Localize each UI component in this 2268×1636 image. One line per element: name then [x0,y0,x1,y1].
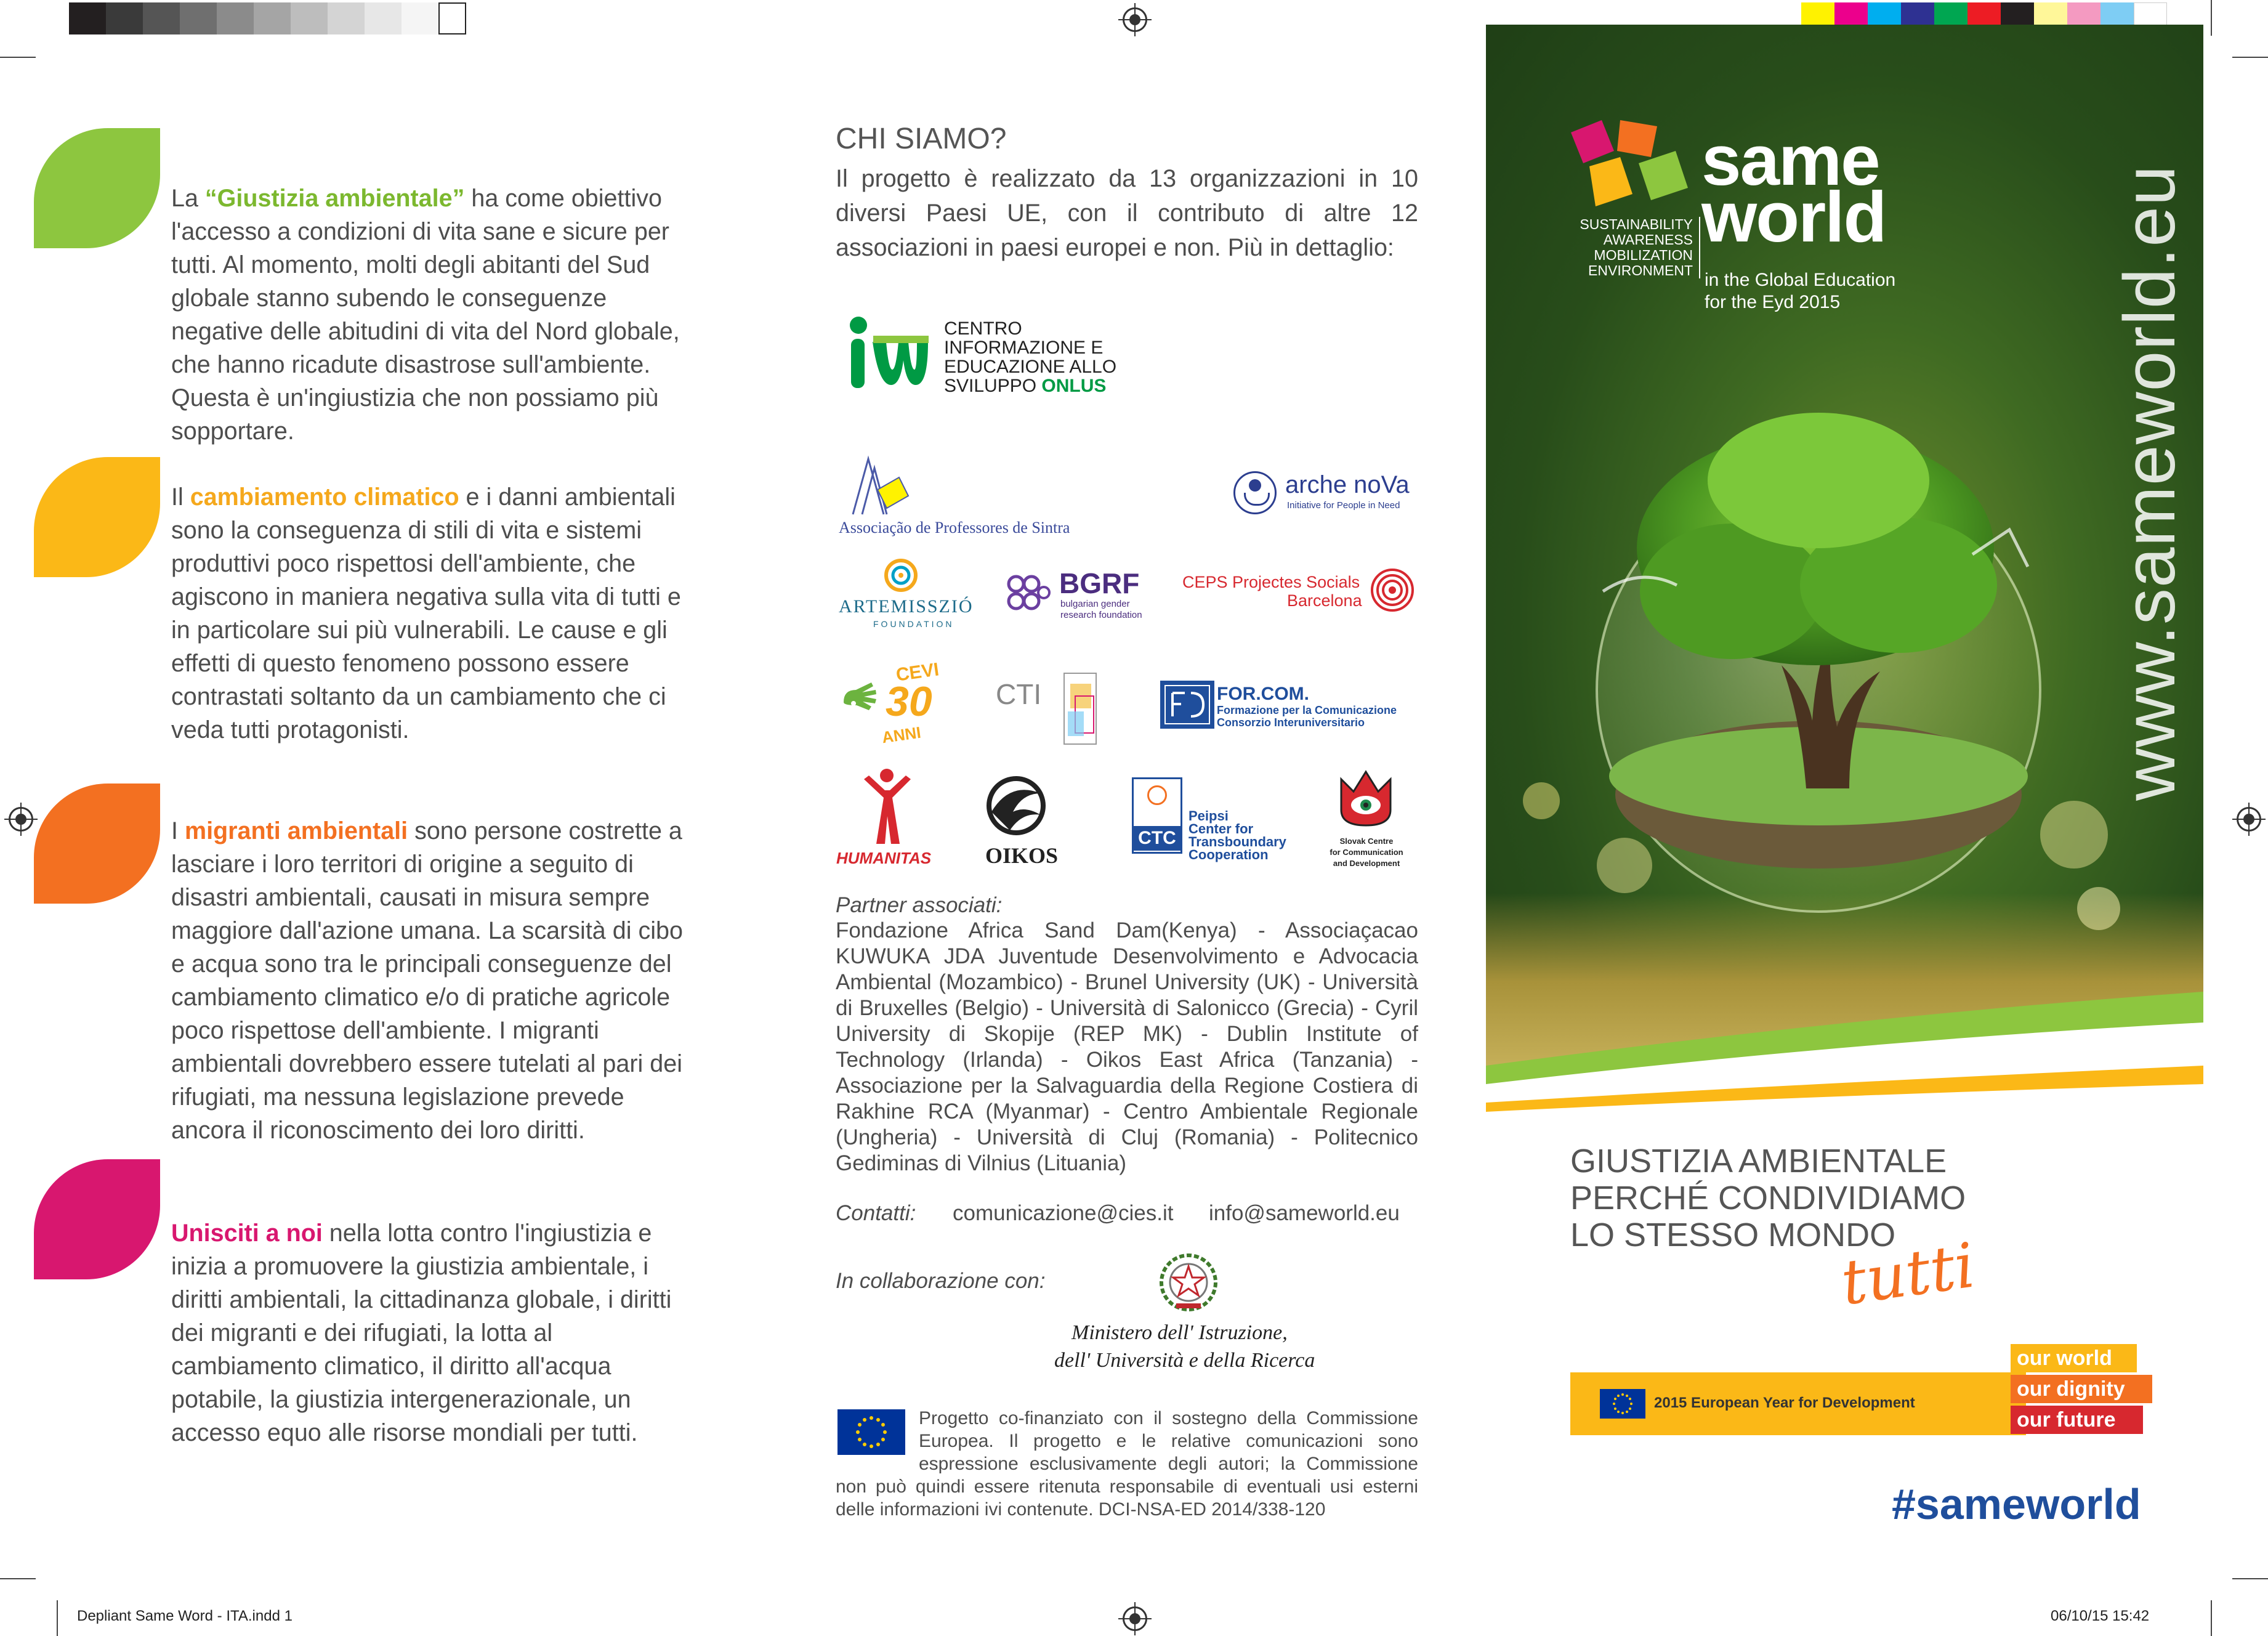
cies-text [944,319,1116,395]
oikos-name: OIKOS [985,843,1059,868]
collab-label: In collaborazione con: [836,1269,1046,1293]
tree-globe-illustration [1566,345,2071,961]
ministry-line1: Ministero dell' Istruzione, [1071,1321,1288,1344]
artemisszio-icon [884,554,918,593]
ceps-city: Barcelona [1287,591,1362,610]
slovak-line3: and Development [1333,859,1400,868]
chi-siamo-intro: Il progetto è realizzato da 13 organizzazioni in 10 diversi Paesi UE, con il contributo di altre 12 associazioni in paesi europei e non. Più in dettaglio: [836,165,1418,261]
p3-text: sono persone costrette a lasciare i loro territori di origine a seguito di disastri ambientali, causati in misura sempre maggiore dall'azione umana. La scarsità di cibo e acqua sono tra le principali conseguenze del cambiamento climatico e/o di pratiche agricole poco rispettose dell'ambiente. I migranti ambientali dovrebbero essere tutelati al pari dei rifugiati, ma nessuna legislazione prevede ancora il riconoscimento dei loro diritti. [171,817,683,1144]
hashtag: #sameworld [1892,1480,2141,1528]
forcom-sub2: Consorzio Interuniversitario [1217,716,1365,729]
crop-mark [2232,1578,2268,1579]
p2-prefix: Il [171,484,190,511]
slovak-line2: for Communication [1330,848,1403,857]
brand-world: world [1701,177,1886,257]
archenova-name: arche noVa [1285,471,1410,498]
peipsi-name: Peipsi [1188,808,1229,824]
leaf-orange [34,784,160,904]
ceps-icon [1370,568,1414,612]
peipsi-badge [1132,777,1182,854]
eu-disclaimer [836,1407,1418,1521]
cover-title [1570,1143,1966,1253]
paragraph-giustizia [171,182,701,448]
acronym-1: SUSTAINABILITY [1580,216,1693,232]
paragraph-migranti [171,814,701,1147]
cies-line4: SVILUPPO [944,376,1037,396]
p2-text: e i danni ambientali sono la conseguenza di stili di vita e sistemi produttivi poco rispettosi dell'ambiente, che agiscono in maniera negativa sulla vita di tutti e in particolare sui più vulnerabili. Le cause e gli effetti di questo fenomeno possono essere contrastati soltanto da un cambiamento che ci veda tutti protagonisti. [171,484,681,743]
cover-image [1486,25,2203,1115]
partners-label: Partner associati: [836,893,1003,917]
crop-mark [0,1578,36,1579]
contacts-label: Contatti: [836,1201,916,1225]
humanitas-name: HUMANITAS [836,849,932,867]
crop-mark [57,1600,58,1636]
artemisszio-name: ARTEMISSZIÓ [839,596,974,617]
leaf-yellow [34,457,160,577]
chi-siamo-heading: CHI SIAMO? [836,123,1007,155]
crop-mark [0,57,36,58]
bgrf-icon [1004,572,1053,615]
peipsi-sub2: Transboundary [1188,834,1286,849]
slogan-our-dignity: our dignity [2011,1375,2152,1403]
crop-mark [2211,1600,2212,1636]
p1-highlight: “Giustizia ambientale” [204,185,465,212]
cover-title-line1: GIUSTIZIA AMBIENTALE [1570,1143,1947,1180]
bgrf-sub2: research foundation [1060,610,1142,620]
website-url-vertical: www.sameworld.eu [2109,164,2190,801]
eyd-text: 2015 European Year for Development [1654,1395,1915,1411]
contact-email-sameworld[interactable]: info@sameworld.eu [1209,1201,1400,1225]
acronym-block [1548,217,1700,278]
oikos-icon [985,775,1047,836]
cti-logo-mark [1039,668,1101,750]
bgrf-name: BGRF [1059,567,1140,599]
p4-highlight: Unisciti a noi [171,1220,323,1247]
p1-text: ha come obiettivo l'accesso a condizioni di vita sane e sicure per tutti. Al momento, molti degli abitanti del Sud globale stanno subendo le conseguenze negative delle abitudini di vita del Nord globale, che hanno ricadute disastrose sull'ambiente. Questa è un'ingiustizia che non possiamo più sopportare. [171,185,680,445]
cies-onlus: ONLUS [1041,376,1107,396]
humanitas-figure-icon [859,767,914,847]
peipsi-badge-text: CTC [1134,826,1180,851]
color-bar-gray [69,2,466,34]
cover-wave-decoration [1486,992,2203,1115]
cies-line1: CENTRO [944,318,1022,339]
acronym-3: MOBILIZATION [1594,247,1693,263]
paragraph-unisciti [171,1217,701,1449]
slogan-our-world: our world [2011,1344,2137,1372]
contact-email-cies[interactable]: comunicazione@cies.it [953,1201,1174,1225]
archenova-sub: Initiative for People in Need [1287,500,1400,511]
acronym-2: AWARENESS [1603,232,1693,248]
leaf-green [34,128,160,248]
aps-logo-mark [841,453,914,517]
cover-title-line2: PERCHÉ CONDIVIDIAMO [1570,1180,1966,1217]
leaf-magenta [34,1159,160,1279]
p4-text: nella lotta contro l'ingiustizia e inizia a promuovere la giustizia ambientale, i diritti ambientali, la cittadinanza globale, i diritti dei migranti e dei rifugiati, la lotta al cambiamento climatico, il diritto all'acqua potabile, la giustizia intergenerazionale, un accesso equo alle risorse mondiali per tutti. [171,1220,672,1446]
ministry-line2: dell' Università e della Ricerca [1054,1349,1315,1372]
cover-script-word: tutti [1836,1229,1980,1319]
cies-line3: EDUCAZIONE ALLO [944,357,1117,377]
crop-mark [2232,57,2268,58]
brand-sub1: in the Global Education [1705,270,1896,290]
cevi-anni: ANNI [881,723,922,747]
slogan-our-future: our future [2011,1406,2143,1434]
cover-title-line3: LO STESSO MONDO [1570,1217,1896,1253]
forcom-name: FOR.COM. [1217,684,1309,704]
registration-mark-top [1123,7,1147,32]
eyd-flag-icon [1600,1389,1645,1419]
brand-sub2: for the Eyd 2015 [1705,292,1841,312]
acronym-4: ENVIRONMENT [1588,262,1693,278]
slug-right: 06/10/15 15:42 [2051,1608,2150,1624]
cevi-hand-icon [837,678,881,721]
paragraph-cambiamento [171,480,701,747]
cti-name: CTI [996,678,1042,710]
cies-line2: INFORMAZIONE E [944,338,1104,358]
p2-highlight: cambiamento climatico [190,484,459,511]
p3-prefix: I [171,817,185,844]
cevi-label: CEVI [894,659,940,686]
registration-mark-bottom [1123,1606,1147,1631]
slovak-line1: Slovak Centre [1339,836,1394,846]
p1-prefix: La [171,185,205,212]
ceps-name: CEPS Projectes Socials [1182,573,1360,591]
eu-disclaimer-text: Progetto co-finanziato con il sostegno della Commissione Europea. Il progetto e le relative comunicazioni sono espressione esclusivamente degli autori; la Commissione non può quindi essere ritenuta responsabile di eventuali usi esterni delle informazioni ivi contenute. DCI-NSA-ED 2014/338-120 [836,1408,1418,1520]
aps-name: Associação de Professores de Sintra [839,519,1070,537]
archenova-icon [1233,471,1277,514]
p3-highlight: migranti ambientali [184,817,408,844]
sameworld-logo-icon [1565,114,1700,213]
registration-mark-left [9,807,33,832]
brand-same: same [1701,120,1879,200]
registration-mark-right [2237,807,2261,832]
forcom-sub1: Formazione per la Comunicazione [1217,704,1397,716]
cevi-number: 30 [886,678,932,725]
partners-text: Fondazione Africa Sand Dam(Kenya) - Associaçacao KUWUKA JDA Juventude Desenvolvimento e Advocacia Ambiental (Mozambico) - Brunel University (UK) - Università di Bruxelles (Belgio) - Università di Salonicco (Grecia) - Cyril University di Skopije (REP MK) - Dublin Institute of Technology (Irlanda) - Oikos East Africa (Tanzania) - Associazione per la Salvaguardia della Regione Costiera di Rakhine RCA (Myanmar) - Centro Ambientale Regionale (Ungheria) - Università di Cluj (Romania) - Politecnico Gediminas di Vilnius (Lituania) [836,918,1418,1175]
peipsi-sub3: Cooperation [1188,847,1269,862]
forcom-icon [1160,681,1214,729]
cies-logo [839,314,931,394]
slug-left: Depliant Same Word - ITA.indd 1 [77,1608,293,1624]
slovak-centre-icon [1335,767,1397,828]
crop-mark [2211,0,2212,36]
peipsi-sub1: Center for [1188,821,1254,836]
italian-emblem-icon [1158,1250,1219,1315]
bgrf-sub1: bulgarian gender [1060,599,1130,609]
artemisszio-sub: FOUNDATION [873,619,954,629]
